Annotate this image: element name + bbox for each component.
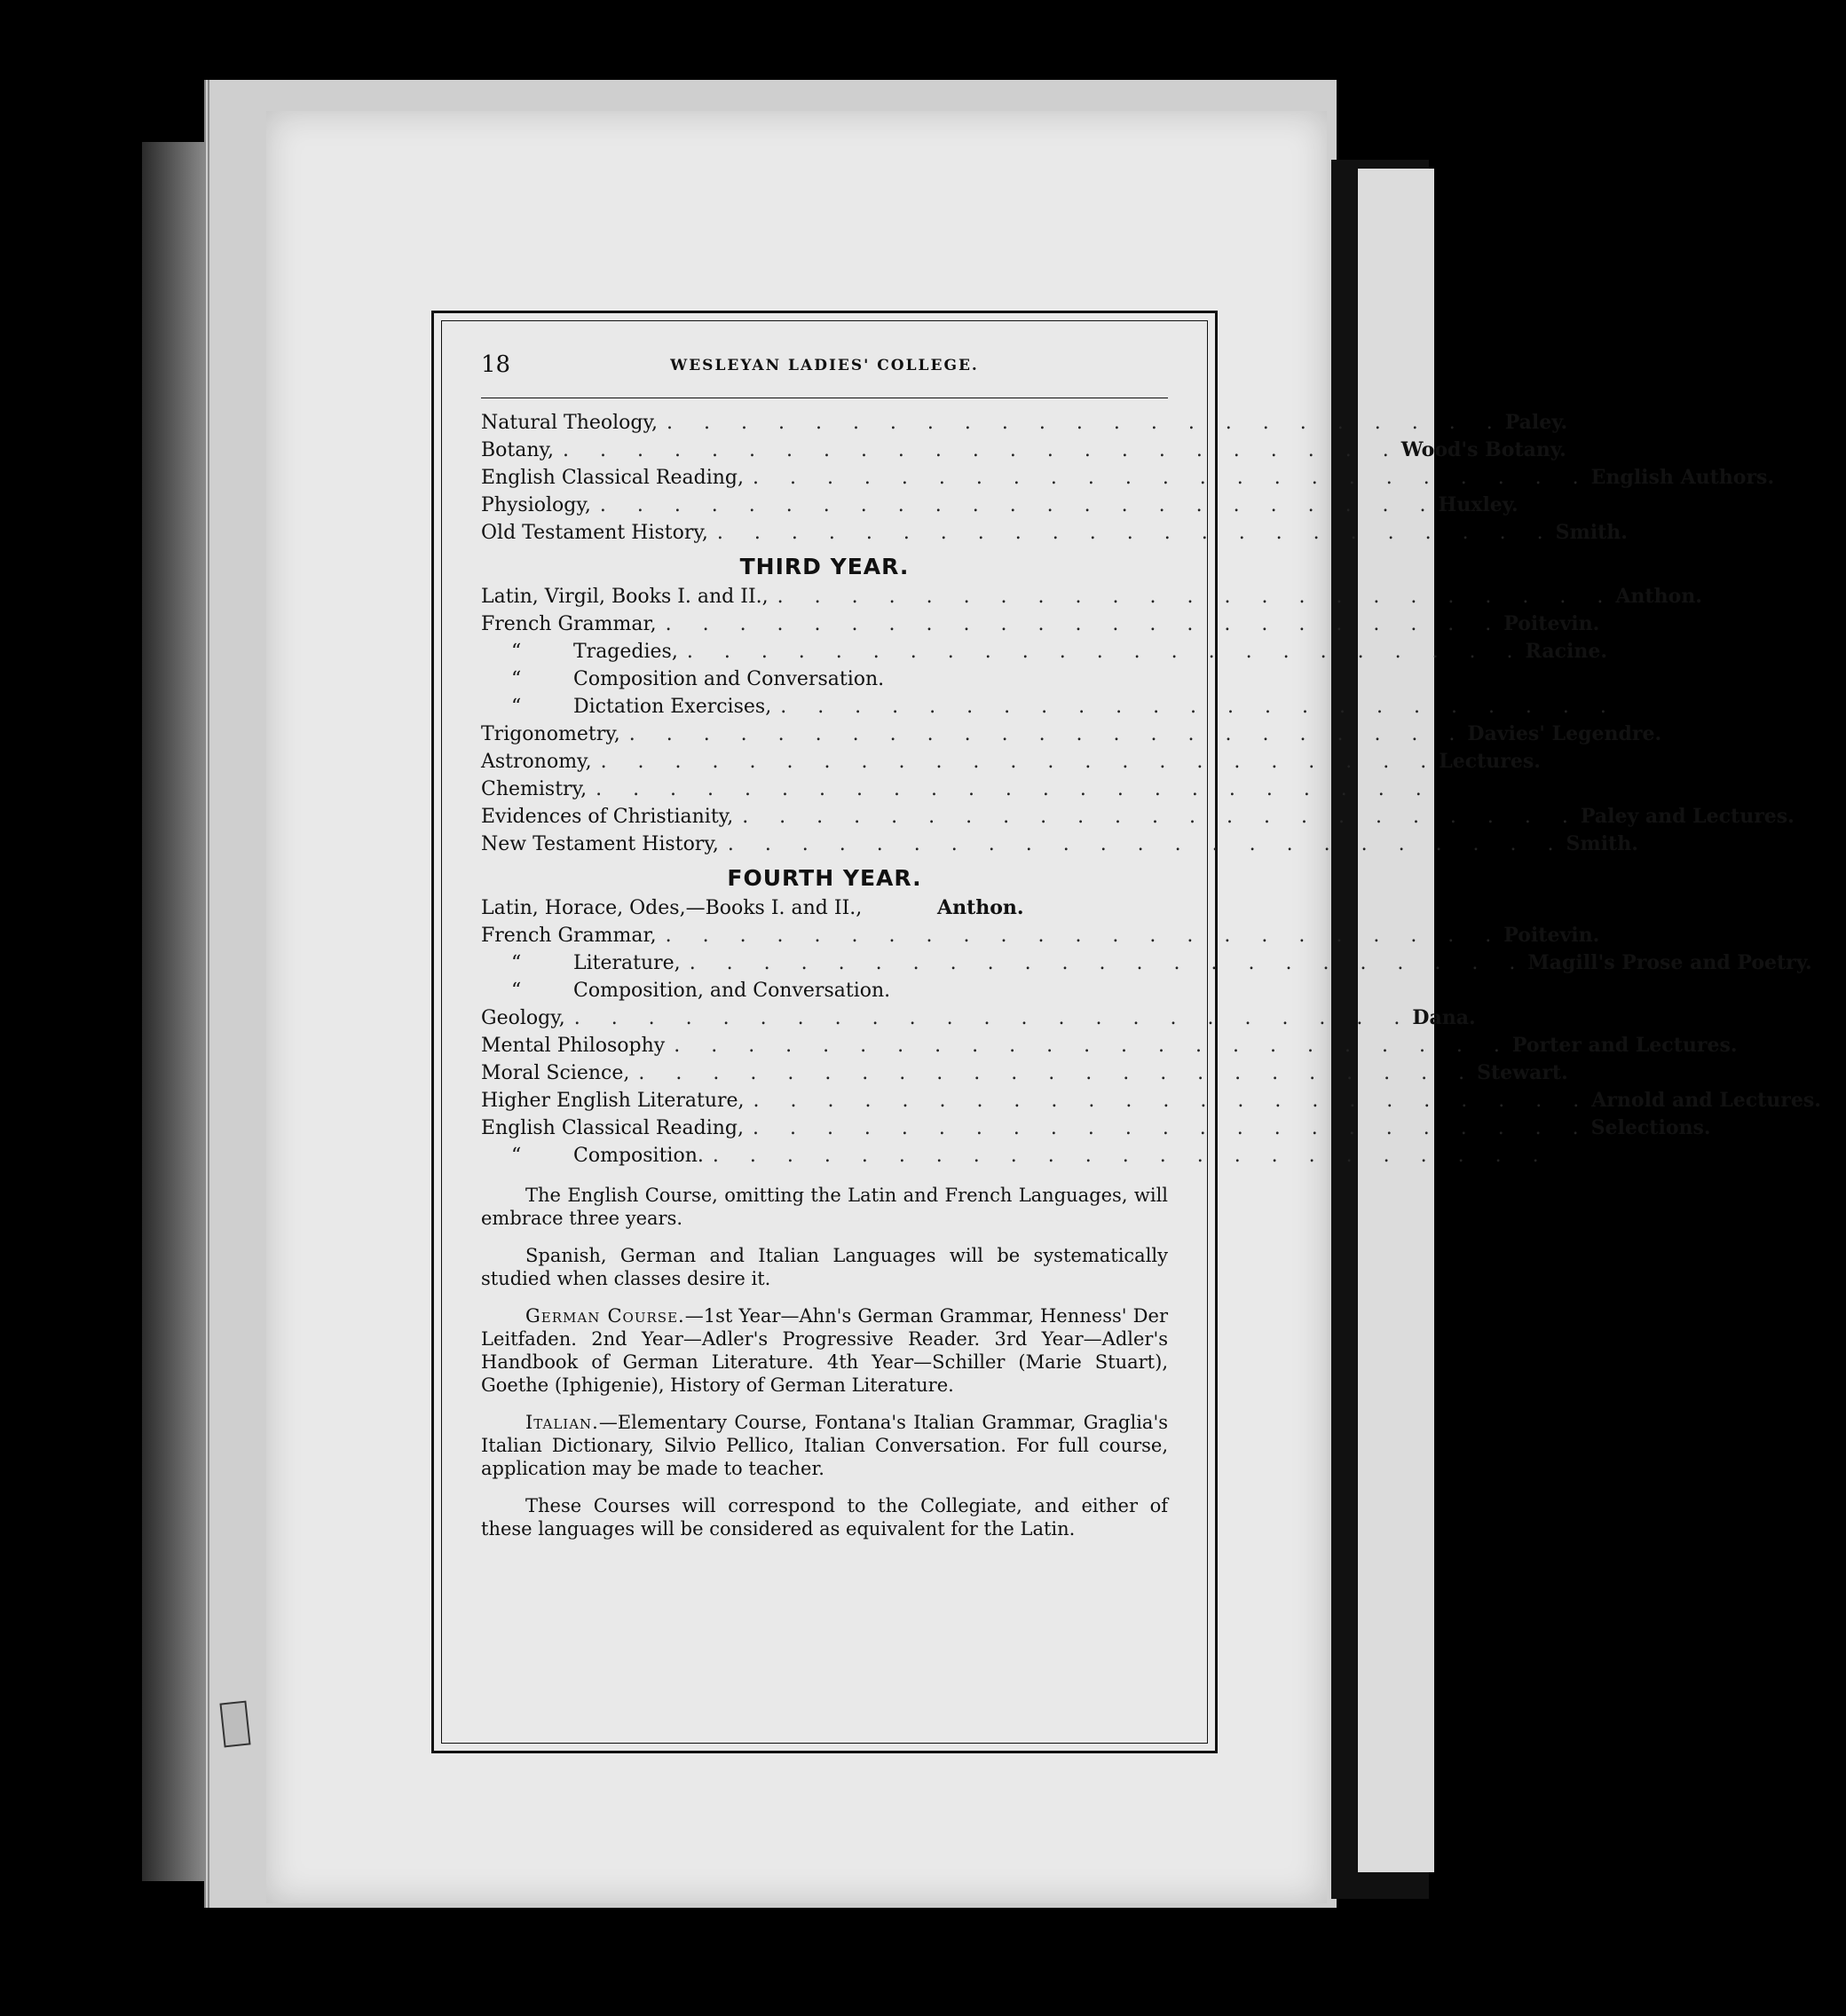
textbook: Huxley. (1438, 493, 1519, 516)
subject: New Testament History, (481, 833, 719, 855)
textbook: Arnold and Lectures. (1591, 1089, 1821, 1112)
subject (481, 665, 884, 693)
course-row (481, 894, 1168, 922)
subject: Botany, (481, 439, 555, 461)
subject (481, 949, 681, 977)
textbook: Poitevin. (1503, 612, 1600, 635)
textbook: Dana. (1412, 1006, 1476, 1029)
italian-course-label: Italian. (525, 1412, 599, 1433)
ditto-mark: “ (511, 952, 522, 974)
course-row (481, 776, 1434, 803)
subject: Mental Philosophy (481, 1035, 666, 1057)
course-row (481, 1059, 1568, 1087)
subject (481, 693, 771, 721)
leader-dots: . . . . . . . . . . . . . . . . . . . . . . . (752, 1117, 1591, 1139)
subject: French Grammar, (481, 925, 657, 947)
textbook: Paley. (1504, 411, 1568, 434)
subject: Higher English Literature, (481, 1090, 745, 1112)
leader-dots: . . . . . . . . . . . . . . . . . . . . . . . (716, 522, 1556, 544)
course-row (481, 638, 1607, 665)
german-course-text: —1st Year—Ahn's German Grammar, Henness' Der Leitfaden. 2nd Year—Adler's Progressive Reader. 3rd Year—Adler's Handbook of German Literature. 4th Year—Schiller (Marie Stuart), Goethe (Iphigenie), History of German Literature. (481, 1305, 1168, 1396)
course-row (481, 977, 1168, 1004)
leader-dots: . . . . . . . . . . . . . . . . . . . . . . . (752, 467, 1591, 489)
third-year-list (481, 583, 1795, 858)
subject: Latin, Virgil, Books I. and II., (481, 586, 769, 608)
leader-dots: . . . . . . . . . . . . . . . . . . . . . . . (667, 412, 1505, 434)
textbook: Anthon. (1615, 585, 1702, 608)
subject: Chemistry, (481, 778, 588, 800)
languages-note: Spanish, German and Italian Languages will be systematically studied when classes desire it. (481, 1245, 1168, 1289)
ditto-mark: “ (511, 980, 522, 1002)
german-course-label: German Course. (525, 1305, 685, 1327)
subject (481, 1142, 704, 1169)
course-row (481, 583, 1702, 610)
subject-text: Dictation Exercises, (573, 696, 772, 718)
textbook: Magill's Prose and Poetry. (1527, 951, 1812, 974)
textbook: English Authors. (1590, 466, 1775, 489)
italian-course-note (481, 1411, 1168, 1480)
subject: French Grammar, (481, 613, 657, 635)
page-number: 18 (481, 351, 511, 378)
leader-dots: . . . . . . . . . . . . . . . . . . . . . . . (727, 833, 1566, 855)
textbook: Stewart. (1477, 1061, 1568, 1084)
course-row (481, 831, 1638, 858)
leader-dots: . . . . . . . . . . . . . . . . . . . . . . . (573, 1007, 1413, 1029)
textbook: Smith. (1555, 521, 1628, 544)
textbook: Selections. (1590, 1116, 1711, 1139)
course-row (481, 1032, 1738, 1059)
textbook: Davies' Legendre. (1467, 722, 1662, 745)
textbook: Lectures. (1439, 750, 1541, 773)
leader-dots: . . . . . . . . . . . . . . . . . . . . . . . (686, 641, 1526, 663)
course-row (481, 1142, 1551, 1169)
ditto-mark: “ (511, 668, 522, 690)
course-row (481, 437, 1566, 464)
subject: Latin, Horace, Odes,—Books I. and II., (481, 897, 863, 919)
subject: Natural Theology, (481, 412, 659, 434)
textbook: Smith. (1566, 832, 1638, 855)
german-course-note (481, 1304, 1168, 1397)
leader-dots: . . . . . . . . . . . . . . . . . . . . . . . (689, 952, 1528, 974)
course-row (481, 610, 1600, 638)
course-row (481, 665, 1168, 693)
textbook: Paley and Lectures. (1580, 805, 1795, 828)
course-row (481, 949, 1812, 977)
subject: English Classical Reading, (481, 1117, 744, 1139)
course-row (481, 748, 1541, 776)
course-row (481, 721, 1662, 748)
course-row (481, 464, 1775, 492)
page-header (481, 351, 1168, 387)
course-row (481, 922, 1600, 949)
course-row (481, 1087, 1821, 1114)
course-row (481, 1004, 1476, 1032)
leader-dots: . . . . . . . . . . . . . . . . . . . . . . . (665, 613, 1504, 635)
subject: Old Testament History, (481, 522, 708, 544)
ditto-mark: “ (511, 1145, 522, 1167)
leader-dots: . . . . . . . . . . . . . . . . . . . . . . . (753, 1090, 1592, 1112)
subject (481, 977, 890, 1004)
closing-note: These Courses will correspond to the Collegiate, and either of these languages will be considered as equivalent for the Latin. (481, 1495, 1168, 1540)
subject-text: Literature, (573, 952, 681, 974)
course-row (481, 519, 1628, 547)
subject: Moral Science, (481, 1062, 630, 1084)
leader-dots: . . . . . . . . . . . . . . . . . . . . . . . (780, 696, 1619, 718)
leader-dots: . . . . . . . . . . . . . . . . . . . . . . . (712, 1145, 1551, 1167)
textbook: Racine. (1525, 640, 1607, 663)
subject: English Classical Reading, (481, 467, 744, 489)
page-border (431, 311, 1821, 1753)
course-row (481, 492, 1519, 519)
subject: Geology, (481, 1007, 565, 1029)
subject: Evidences of Christianity, (481, 806, 734, 828)
textbook: Anthon. (937, 896, 1024, 919)
textbook: Wood's Botany. (1400, 438, 1566, 461)
subject: Astronomy, (481, 751, 592, 773)
course-row (481, 803, 1795, 831)
leader-dots: . . . . . . . . . . . . . . . . . . . . . . . (599, 494, 1439, 516)
subject: Trigonometry, (481, 723, 620, 745)
textbook: Poitevin. (1503, 924, 1600, 947)
running-head: WESLEYAN LADIES' COLLEGE. (670, 357, 979, 374)
second-year-list (481, 409, 1775, 547)
subject-text: Composition. (573, 1145, 704, 1167)
section-title-third-year: THIRD YEAR. (739, 554, 910, 579)
leader-dots: . . . . . . . . . . . . . . . . . . . . . . . (600, 751, 1440, 773)
course-row (481, 1114, 1711, 1142)
leader-dots: . . . . . . . . . . . . . . . . . . . . . . . (674, 1035, 1512, 1057)
italian-course-text: —Elementary Course, Fontana's Italian Grammar, Graglia's Italian Dictionary, Silvio Pellico, Italian Conversation. For full course, application may be made to teacher. (481, 1412, 1168, 1479)
leader-dots: . . . . . . . . . . . . . . . . . . . . . . . (742, 806, 1581, 828)
textbook: Porter and Lectures. (1511, 1034, 1738, 1057)
paper-tab (219, 1701, 250, 1748)
course-row (481, 409, 1568, 437)
subject-text: Composition and Conversation. (573, 668, 885, 690)
subject-text: Tragedies, (573, 641, 678, 663)
leader-dots: . . . . . . . . . . . . . . . . . . . . . . . (596, 778, 1434, 800)
leader-dots: . . . . . . . . . . . . . . . . . . . . . . . (777, 586, 1616, 608)
leader-dots: . . . . . . . . . . . . . . . . . . . . . . . (665, 925, 1504, 947)
leader-dots: . . . . . . . . . . . . . . . . . . . . . . . (628, 723, 1468, 745)
page-content (441, 320, 1821, 1744)
subject: Physiology, (481, 494, 591, 516)
subject-text: Composition, and Conversation. (573, 980, 891, 1002)
course-row (481, 693, 1619, 721)
subject (481, 638, 678, 665)
english-course-note: The English Course, omitting the Latin and French Languages, will embrace three years. (481, 1185, 1168, 1229)
fourth-year-list (481, 894, 1821, 1169)
ditto-mark: “ (511, 696, 522, 718)
leader-dots: . . . . . . . . . . . . . . . . . . . . . . . (638, 1062, 1478, 1084)
leader-dots: . . . . . . . . . . . . . . . . . . . . . . . (563, 439, 1401, 461)
section-title-fourth-year: FOURTH YEAR. (727, 865, 922, 891)
ditto-mark: “ (511, 641, 522, 663)
